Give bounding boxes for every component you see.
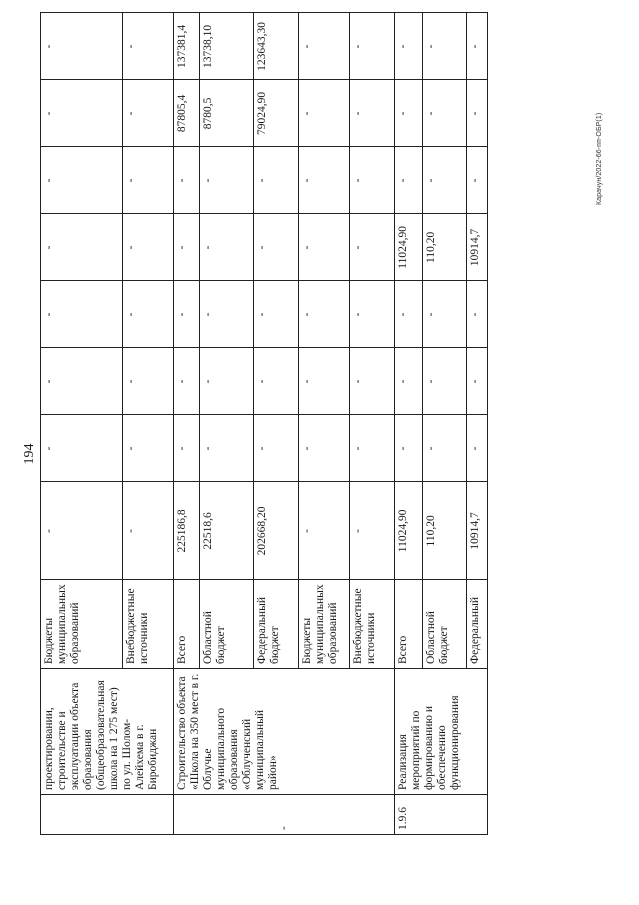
value-cell: - (467, 415, 488, 482)
value-cell: - (123, 281, 174, 348)
funding-source-cell: Внебюджетные источники (123, 580, 174, 669)
value-cell: 11024,90 (395, 214, 423, 281)
value-cell: - (123, 147, 174, 214)
table-row (41, 13, 123, 835)
value-cell: - (254, 147, 299, 214)
value-cell: - (423, 348, 467, 415)
value-cell: - (174, 147, 200, 214)
table-row (174, 13, 200, 835)
value-cell: - (299, 348, 350, 415)
value-cell: - (395, 348, 423, 415)
value-cell: - (174, 415, 200, 482)
row-index-cell: 1.9.6 (395, 795, 488, 835)
value-cell: 10914,7 (467, 214, 488, 281)
value-cell: - (350, 214, 395, 281)
value-cell: - (350, 147, 395, 214)
value-cell: - (174, 281, 200, 348)
row-index-cell (41, 795, 174, 835)
value-cell: - (123, 482, 174, 580)
value-cell: - (41, 415, 123, 482)
value-cell: 11024,90 (395, 482, 423, 580)
value-cell: - (350, 415, 395, 482)
event-name-cell: проектировании, строительстве и эксплуатации объекта образования (общеобразовательная школа на 1 275 мест) по ул. Шолом-Алейхема в г. Биробиджан (41, 669, 174, 795)
row-index-cell: - (174, 795, 395, 835)
value-cell: - (467, 147, 488, 214)
value-cell: - (350, 348, 395, 415)
value-cell: - (423, 80, 467, 147)
value-cell: - (467, 348, 488, 415)
value-cell: - (423, 147, 467, 214)
table-row (395, 13, 423, 835)
value-cell: - (395, 147, 423, 214)
value-cell: 225186,8 (174, 482, 200, 580)
value-cell: 8780,5 (200, 80, 254, 147)
event-name-cell: Реализация мероприятий по формированию и обеспечению функционирования (395, 669, 488, 795)
value-cell: - (350, 281, 395, 348)
value-cell: 137381,4 (174, 13, 200, 80)
funding-source-cell: Бюджеты муниципальных образований (299, 580, 350, 669)
value-cell: - (123, 348, 174, 415)
value-cell: - (299, 415, 350, 482)
value-cell: - (200, 147, 254, 214)
value-cell: - (299, 80, 350, 147)
value-cell: - (254, 281, 299, 348)
value-cell: - (41, 482, 123, 580)
document-stamp: Карачун/2022-66-пп-ОБР(1) (596, 112, 603, 205)
funding-source-cell: Областной бюджет (200, 580, 254, 669)
value-cell: - (350, 13, 395, 80)
value-cell: 110,20 (423, 482, 467, 580)
value-cell: - (123, 214, 174, 281)
value-cell: - (200, 348, 254, 415)
value-cell: - (467, 13, 488, 80)
budget-table (40, 12, 488, 835)
value-cell: - (254, 214, 299, 281)
value-cell: - (467, 281, 488, 348)
value-cell: - (299, 482, 350, 580)
funding-source-cell: Областной бюджет (423, 580, 467, 669)
value-cell: - (200, 415, 254, 482)
funding-source-cell: Всего (395, 580, 423, 669)
value-cell: - (395, 415, 423, 482)
value-cell: - (299, 147, 350, 214)
value-cell: - (41, 281, 123, 348)
value-cell: - (350, 80, 395, 147)
funding-source-cell: Бюджеты муниципальных образований (41, 580, 123, 669)
funding-source-cell: Федеральный (467, 580, 488, 669)
value-cell: - (299, 13, 350, 80)
value-cell: - (254, 348, 299, 415)
value-cell: - (41, 80, 123, 147)
value-cell: - (423, 13, 467, 80)
value-cell: 79024,90 (254, 80, 299, 147)
value-cell: - (200, 214, 254, 281)
value-cell: - (299, 214, 350, 281)
value-cell: - (467, 80, 488, 147)
value-cell: - (423, 281, 467, 348)
value-cell: - (123, 80, 174, 147)
value-cell: - (423, 415, 467, 482)
value-cell: - (200, 281, 254, 348)
value-cell: - (395, 281, 423, 348)
value-cell: 110,20 (423, 214, 467, 281)
value-cell: - (174, 348, 200, 415)
value-cell: - (41, 348, 123, 415)
funding-source-cell: Внебюджетные источники (350, 580, 395, 669)
value-cell: - (123, 415, 174, 482)
value-cell: - (350, 482, 395, 580)
funding-source-cell: Федеральный бюджет (254, 580, 299, 669)
value-cell: 87805,4 (174, 80, 200, 147)
value-cell: - (41, 13, 123, 80)
funding-source-cell: Всего (174, 580, 200, 669)
value-cell: - (41, 147, 123, 214)
value-cell: 123643,30 (254, 13, 299, 80)
value-cell: 13738,10 (200, 13, 254, 80)
value-cell: 22518,6 (200, 482, 254, 580)
value-cell: - (174, 214, 200, 281)
value-cell: 202668,20 (254, 482, 299, 580)
value-cell: 10914,7 (467, 482, 488, 580)
event-name-cell: Строительство объекта «Школа на 350 мест в г. Облучье муниципального образования «Облученский муниципальный район» (174, 669, 395, 795)
value-cell: - (395, 80, 423, 147)
value-cell: - (123, 13, 174, 80)
value-cell: - (41, 214, 123, 281)
value-cell: - (254, 415, 299, 482)
value-cell: - (395, 13, 423, 80)
value-cell: - (299, 281, 350, 348)
page-number: 194 (22, 443, 37, 465)
